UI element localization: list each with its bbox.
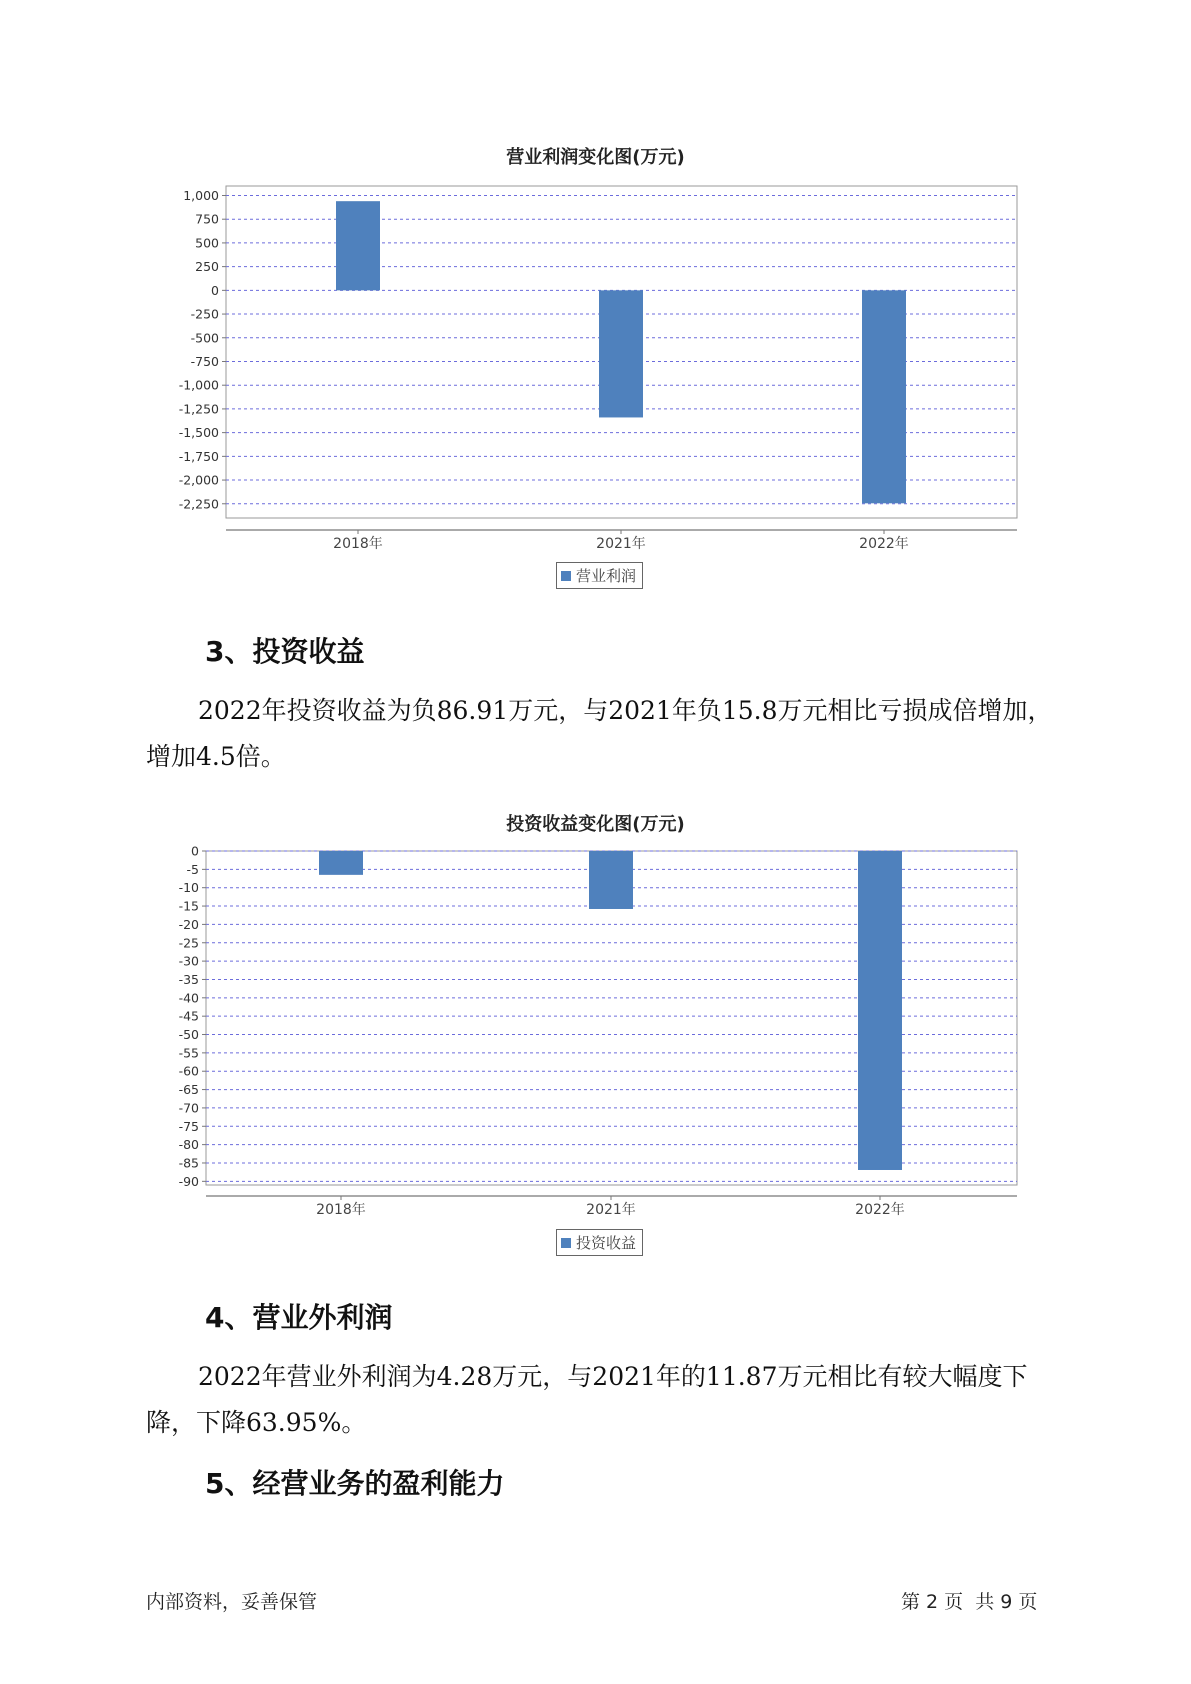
y-tick-label: -45 <box>178 1008 199 1024</box>
y-tick-label: 250 <box>195 259 219 275</box>
chart-legend-investment-income <box>556 1229 643 1256</box>
x-tick-label: 2018年 <box>316 1202 366 1218</box>
y-tick-label: -30 <box>178 953 199 969</box>
y-tick-label: -250 <box>190 306 219 322</box>
y-tick-label: -50 <box>178 1027 199 1043</box>
y-tick-label: -1,000 <box>178 377 219 393</box>
x-tick-label: 2021年 <box>596 536 646 552</box>
y-tick-label: -750 <box>190 353 219 369</box>
y-tick-label: -15 <box>178 898 199 914</box>
legend-swatch-icon <box>561 1238 571 1248</box>
y-tick-label: -80 <box>178 1137 199 1153</box>
y-tick-label: -1,750 <box>178 448 219 464</box>
paragraph-text: 2022年投资收益为负86.91万元，与2021年负15.8万元相比亏损成倍增加，增加4.5倍。 <box>146 696 1053 771</box>
legend-label: 营业利润 <box>576 567 637 585</box>
y-tick-label: -2,250 <box>178 496 219 512</box>
page-number: 第 2 页 共 9 页 <box>901 1591 1038 1613</box>
bar-2022年 <box>858 851 902 1170</box>
x-tick-label: 2022年 <box>859 536 909 552</box>
y-tick-label: -55 <box>178 1045 199 1061</box>
y-tick-label: -10 <box>178 880 199 896</box>
y-tick-label: 750 <box>195 211 219 227</box>
y-tick-label: -25 <box>178 935 199 951</box>
x-tick-label: 2021年 <box>586 1202 636 1218</box>
y-tick-label: 500 <box>195 235 219 251</box>
bar-2018年 <box>319 851 363 875</box>
y-tick-label: -75 <box>178 1118 199 1134</box>
chart-title-operating-profit: 营业利润变化图(万元) <box>506 147 685 168</box>
y-tick-label: -2,000 <box>178 472 219 488</box>
y-tick-label: -60 <box>178 1063 199 1079</box>
section-heading-business-profitability: 5、经营业务的盈利能力 <box>205 1467 505 1500</box>
y-tick-label: -5 <box>186 861 199 877</box>
y-tick-label: -500 <box>190 330 219 346</box>
y-tick-label: -90 <box>178 1173 199 1189</box>
y-tick-label: 1,000 <box>183 187 219 203</box>
x-tick-label: 2022年 <box>855 1202 905 1218</box>
y-tick-label: -1,250 <box>178 401 219 417</box>
y-tick-label: -1,500 <box>178 425 219 441</box>
footer-confidential-note: 内部资料，妥善保管 <box>146 1591 318 1613</box>
paragraph-text: 2022年营业外利润为4.28万元，与2021年的11.87万元相比有较大幅度下降，下降63.95%。 <box>146 1362 1028 1437</box>
chart-title-investment-income: 投资收益变化图(万元) <box>506 814 685 835</box>
y-tick-label: -85 <box>178 1155 199 1171</box>
y-tick-label: 0 <box>191 843 199 859</box>
section-heading-investment-income: 3、投资收益 <box>205 635 365 668</box>
y-tick-label: -65 <box>178 1082 199 1098</box>
y-tick-label: -40 <box>178 990 199 1006</box>
y-tick-label: -70 <box>178 1100 199 1116</box>
x-tick-label: 2018年 <box>333 536 383 552</box>
section-paragraph-non-operating-profit <box>146 1354 1058 1446</box>
bar-2021年 <box>589 851 633 909</box>
y-tick-label: -35 <box>178 971 199 987</box>
y-tick-label: -20 <box>178 916 199 932</box>
section-heading-non-operating-profit: 4、营业外利润 <box>205 1301 393 1334</box>
legend-label: 投资收益 <box>576 1234 637 1252</box>
y-tick-label: 0 <box>211 282 219 298</box>
